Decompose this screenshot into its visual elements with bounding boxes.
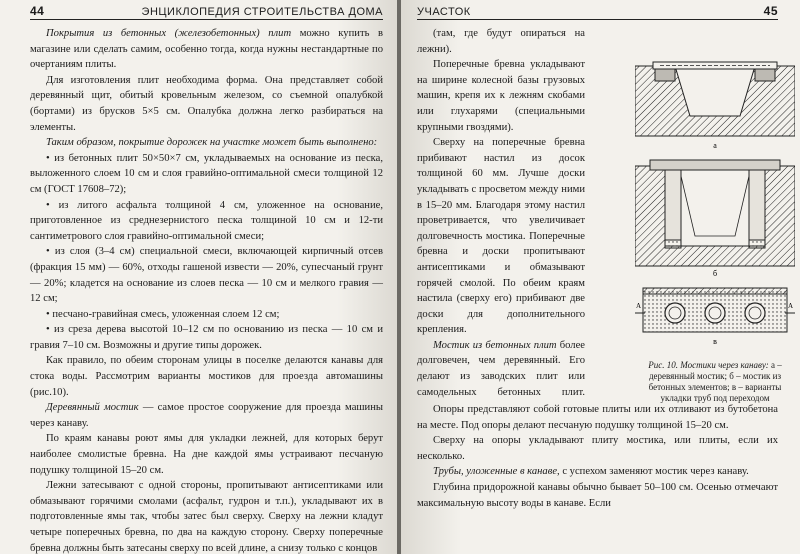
paragraph-text: более долговечен, чем деревянный. Его делают из заводских плит или самодельных бетонных плит. (417, 339, 585, 398)
paragraph (30, 478, 383, 554)
page-number: 44 (30, 4, 45, 18)
paragraph-text: (там, где будут опираться на лежни). (417, 28, 585, 55)
page-number: 45 (763, 4, 778, 18)
full-text-column (417, 402, 778, 511)
paragraph-text: — самое простое сооружение для проезда машины через канаву. (30, 402, 384, 429)
paragraph (30, 400, 383, 431)
paragraph (417, 135, 585, 338)
italic-lead: Покрытия из бетонных (железобетонных) плит (46, 28, 292, 39)
paragraph-text: Для изготовления плит необходима форма. Она представляет собой деревянный щит, обитый кровельным железом, со съемной опалубкой (бортами) из брусков 5×5 см. Опалубка должна легко разбираться на элементы. (30, 74, 383, 133)
left-page (0, 0, 397, 554)
paragraph-text: Сверху на поперечные бревна прибивают настил из досок толщиной 60 мм. Лучше доски укладывать с просветом между ними в 15–20 мм. Благодаря этому настил проветривается, что увеличивает долговечность мостика. Поперечные бревна и доски пропитывают антисептиками и обмазывают горячей смолой. По обеим краям настила (сверху его) прибивают две доски для дополнительного крепления. (417, 137, 585, 336)
paragraph-text: Глубина придорожной канавы обычно бывает 50–100 см. Осенью отмечают максимальную высоту воды в канаве. Если (417, 481, 778, 509)
paragraph-text: Опоры представляют собой готовые плиты или их отливают из бутобетона на месте. Под опоры делают песчаную подушку толщиной 15–20 см. (417, 404, 778, 431)
paragraph (417, 402, 778, 433)
paragraph-text: • из литого асфальта толщиной 4 см, уложенное на основание, приготовленное из среднезернистого песка толщиной 10 см и 12-ти сантиметрового слоя гравийно-оптимальной смеси; (30, 199, 383, 242)
running-title: ЭНЦИКЛОПЕДИЯ СТРОИТЕЛЬСТВА ДОМА (141, 6, 383, 18)
caption-title: Рис. 10. Мостики через канаву: (648, 360, 769, 370)
paragraph-text: Как правило, по обеим сторонам улицы в поселке делаются канавы для стока воды. Рассмотрим варианты мостиков для проезда автомашины (рис.10). (30, 355, 383, 398)
paragraph (417, 57, 585, 135)
right-page (401, 0, 800, 554)
diagram-wooden-bridge (635, 62, 795, 150)
paragraph-text: Сверху на опоры укладывают плиту мостика, или плиты, если их несколько. (417, 435, 778, 462)
caption-text: а – деревянный мостик; б – мостик из бетонных элементов; в – варианты укладки труб под переходом (648, 360, 782, 403)
figure-caption (635, 360, 795, 404)
running-head-left (30, 4, 383, 20)
paragraph (30, 73, 383, 135)
paragraph-text: можно купить в магазине или сделать самим, особенно тогда, когда нужны нестандартные по очертаниям плиты. (30, 28, 383, 71)
figure-10 (635, 56, 795, 404)
paragraph (30, 353, 383, 400)
label-section-A-left: А (636, 302, 642, 310)
running-title: УЧАСТОК (417, 6, 471, 18)
diagram-concrete-bridge (635, 160, 795, 278)
paragraph (30, 151, 383, 198)
left-page-body (30, 26, 383, 554)
label-a: а (713, 141, 717, 150)
paragraph (417, 338, 585, 402)
paragraph (30, 322, 383, 353)
paragraph (417, 26, 585, 57)
italic-lead: Трубы, уложенные в канаве, (433, 466, 560, 478)
paragraph (30, 307, 383, 323)
right-page-body (417, 26, 794, 511)
paragraph-text: • из среза дерева высотой 10–12 см по основанию из песка — 10 см и гравия 7–10 см. Возможны и другие типы дорожек. (30, 324, 383, 351)
label-c: в (713, 337, 717, 346)
paragraph-text: По краям канавы роют ямы для укладки лежней, для которых берут наиболее смолистые бревна. На дне каждой ямы устраивают песчаную подушку толщиной 15–20 см. (30, 433, 383, 476)
paragraph-text: • песчано-гравийная смесь, уложенная слоем 12 см; (46, 308, 280, 320)
paragraph (417, 480, 778, 511)
paragraph (30, 26, 383, 73)
diagram-pipe-crossing (635, 288, 795, 346)
paragraph (30, 431, 383, 478)
running-head-right (417, 4, 778, 20)
paragraph-text: • из слоя (3–4 см) специальной смеси, включающей кирпичный отсев (фракция 15 мм) — 60%, отходы гашеной извести — 20%, супесчаный грунт — 20%; кладется на основание из слоев песка — 10 см и мелкого гравия — 12 см; (30, 246, 383, 305)
paragraph-text: • из бетонных плит 50×50×7 см, укладываемых на основание из песка, выложенного слоем 10 см и слоя гравийно-оптимальной смеси толщиной 12 см (ГОСТ 17608–72); (30, 152, 383, 195)
paragraph (30, 135, 383, 151)
paragraph (417, 433, 778, 464)
paragraph-text: с успехом заменяют мостик через канаву. (559, 466, 749, 478)
paragraph (30, 198, 383, 245)
paragraph-text: Лежни затесывают с одной стороны, пропитывают антисептиками или обмазывают горячими смолами (асфальт, гудрон и т.п.), укладывают их в подготовленные ямы так, чтобы затес был сверху. Сверху на лежни кладут четыре поперечных бревна, по два на каждую сторону. Сверху поперечные бревна должны быть затесаны сверху по всей длине, а снизу только с концов (30, 480, 383, 554)
bridge-diagrams (635, 56, 795, 356)
italic-lead: Деревянный мостик (46, 402, 139, 414)
paragraph (417, 464, 778, 480)
italic-lead: Таким образом, покрытие дорожек на участке может быть выполнено: (46, 137, 378, 149)
label-b: б (712, 269, 718, 278)
paragraph (30, 244, 383, 306)
paragraph-text: Поперечные бревна укладывают на ширине колесной базы грузовых машин, крепя их к лежням скобами или глухарями (специальными крупными гвоздями). (417, 59, 585, 133)
label-section-A-right: А (788, 302, 794, 310)
italic-lead: Мостик из бетонных плит (433, 339, 557, 351)
